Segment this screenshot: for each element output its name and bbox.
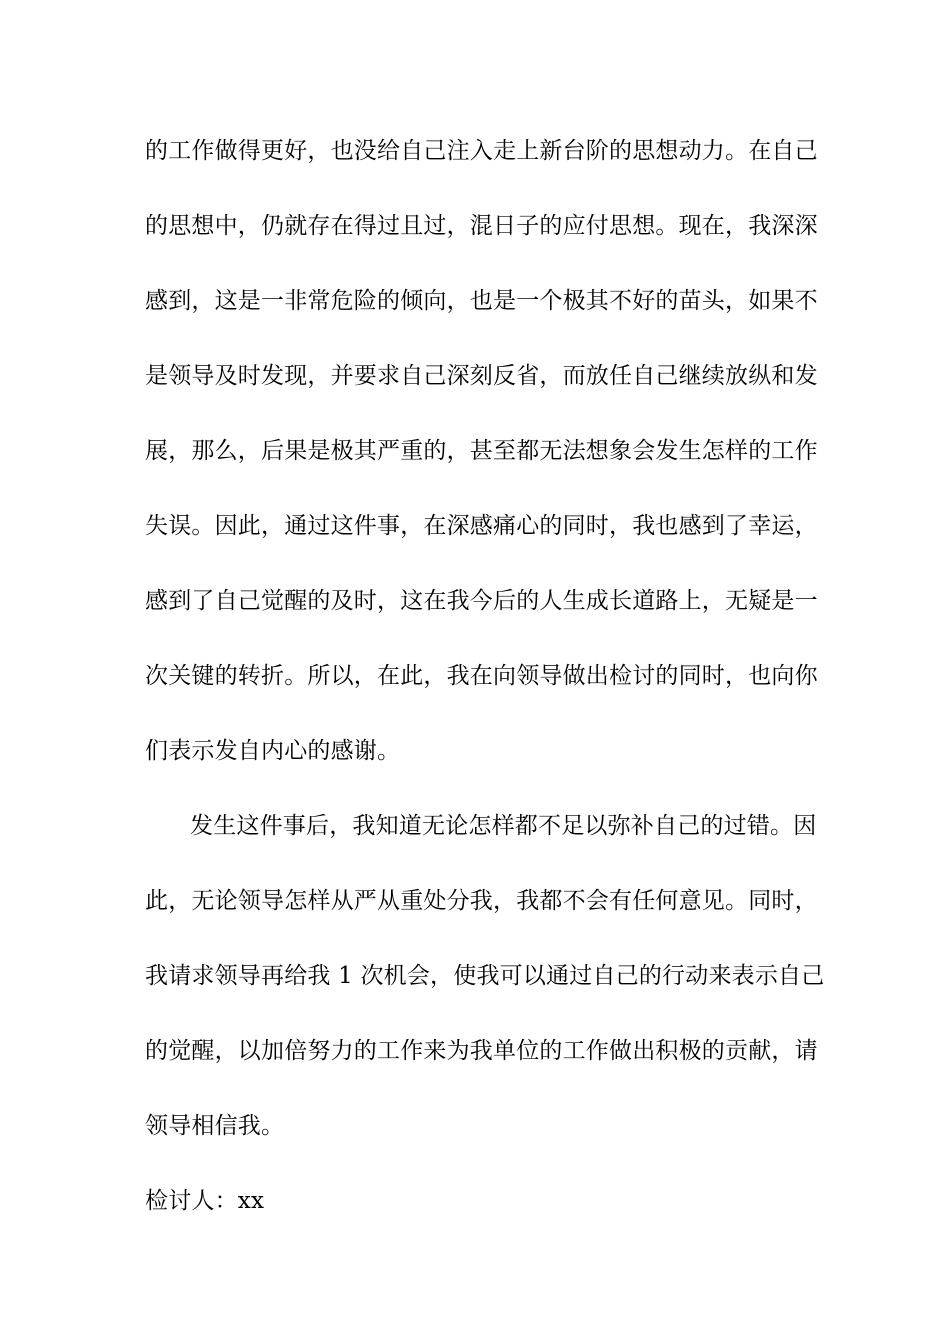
paragraph-line: 次关键的转折。所以，在此，我在向领导做出检讨的同时，也向你 bbox=[145, 663, 818, 689]
paragraph-line: 们表示发自内心的感谢。 bbox=[145, 738, 401, 764]
paragraph-line: 是领导及时发现，并要求自己深刻反省，而放任自己继续放纵和发 bbox=[145, 363, 818, 389]
paragraph-line: 失误。因此，通过这件事，在深感痛心的同时，我也感到了幸运， bbox=[145, 513, 818, 539]
paragraph-line: 的思想中，仍就存在得过且过，混日子的应付思想。现在，我深深 bbox=[145, 213, 818, 239]
paragraph-line: 的觉醒，以加倍努力的工作来为我单位的工作做出积极的贡献，请 bbox=[145, 1038, 818, 1064]
paragraph-line: 我请求领导再给我 1 次机会，使我可以通过自己的行动来表示自己 bbox=[145, 963, 825, 989]
paragraph-line: 展，那么，后果是极其严重的，甚至都无法想象会发生怎样的工作 bbox=[145, 438, 818, 464]
signature-line: 检讨人：xx bbox=[145, 1188, 265, 1214]
paragraph-line: 的工作做得更好，也没给自己注入走上新台阶的思想动力。在自己 bbox=[145, 138, 818, 164]
paragraph-line: 发生这件事后，我知道无论怎样都不足以弥补自己的过错。因 bbox=[190, 813, 817, 839]
paragraph-line: 此，无论领导怎样从严从重处分我，我都不会有任何意见。同时， bbox=[145, 888, 818, 914]
paragraph-line: 领导相信我。 bbox=[145, 1113, 285, 1139]
paragraph-line: 感到了自己觉醒的及时，这在我今后的人生成长道路上，无疑是一 bbox=[145, 588, 818, 614]
paragraph-line: 感到，这是一非常危险的倾向，也是一个极其不好的苗头，如果不 bbox=[145, 288, 818, 314]
